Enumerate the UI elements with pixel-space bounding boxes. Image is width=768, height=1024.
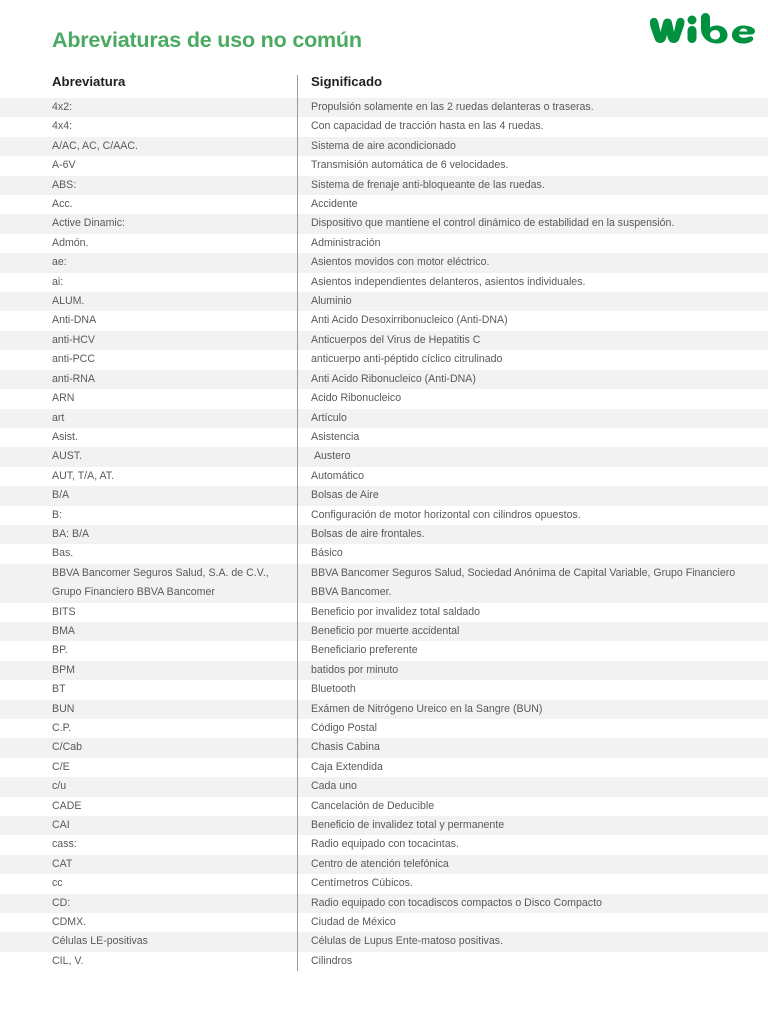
table-row <box>0 409 768 428</box>
cell-abbreviation: C.P. <box>52 722 72 734</box>
cell-abbreviation: BITS <box>52 605 76 618</box>
cell-meaning: BBVA Bancomer Seguros Salud, Sociedad Anónima de Capital Variable, Grupo Financiero BBVA Bancomer. <box>311 566 739 599</box>
cell-abbreviation: AUT, T/A, AT. <box>52 469 115 482</box>
cell-meaning: Caja Extendida <box>311 760 383 773</box>
table-row <box>0 913 768 932</box>
cell-meaning: Aluminio <box>311 295 352 308</box>
cell-meaning: Beneficio por invalidez total saldado <box>311 605 481 618</box>
cell-meaning: Propulsión solamente en las 2 ruedas delanteras o traseras. <box>311 101 594 113</box>
table-row <box>0 506 768 525</box>
table-row <box>0 932 768 951</box>
table-row <box>0 894 768 913</box>
cell-meaning: Chasis Cabina <box>311 741 380 754</box>
table-row <box>0 738 768 757</box>
cell-meaning: Anti Acido Desoxirribonucleico (Anti-DNA) <box>311 314 508 327</box>
cell-abbreviation: CADE <box>52 799 82 812</box>
cell-meaning: Básico <box>311 547 343 560</box>
cell-abbreviation: BBVA Bancomer Seguros Salud, S.A. de C.V., Grupo Financiero BBVA Bancomer <box>52 566 272 599</box>
cell-abbreviation: BPM <box>52 663 75 676</box>
cell-meaning: Asientos movidos con motor eléctrico. <box>311 256 490 269</box>
cell-abbreviation: 4x2: <box>52 101 73 113</box>
table-row <box>0 952 768 971</box>
table-row <box>0 292 768 311</box>
table-row <box>0 117 768 136</box>
table-row <box>0 428 768 447</box>
cell-abbreviation: AUST. <box>52 450 83 463</box>
table-row <box>0 603 768 622</box>
cell-meaning: Exámen de Nitrógeno Ureico en la Sangre (BUN) <box>311 702 543 715</box>
cell-meaning: Administración <box>311 236 381 249</box>
cell-abbreviation: Bas. <box>52 547 74 560</box>
table-row <box>0 389 768 408</box>
table-row <box>0 525 768 544</box>
cell-meaning: Accidente <box>311 198 358 211</box>
column-header-abbreviation: Abreviatura <box>52 74 126 89</box>
cell-meaning: Código Postal <box>311 722 377 734</box>
cell-abbreviation: BUN <box>52 702 75 715</box>
cell-meaning: Centro de atención telefónica <box>311 857 449 870</box>
cell-abbreviation: CD: <box>52 896 71 909</box>
cell-meaning: Con capacidad de tracción hasta en las 4 ruedas. <box>311 120 544 133</box>
cell-abbreviation: CIL, V. <box>52 954 84 967</box>
cell-abbreviation: BP. <box>52 644 68 657</box>
cell-meaning: Acido Ribonucleico <box>311 392 402 405</box>
cell-meaning: batidos por minuto <box>311 663 399 676</box>
cell-abbreviation: ai: <box>52 275 64 288</box>
table-row <box>0 855 768 874</box>
cell-abbreviation: anti-HCV <box>52 333 95 346</box>
cell-abbreviation: ABS: <box>52 178 77 191</box>
table-row <box>0 350 768 369</box>
cell-abbreviation: ae: <box>52 256 67 269</box>
abbreviations-table <box>0 66 768 971</box>
table-row <box>0 622 768 641</box>
table-row <box>0 700 768 719</box>
cell-abbreviation: A/AC, AC, C/AAC. <box>52 139 138 152</box>
cell-meaning: Beneficio de invalidez total y permanente <box>311 819 505 832</box>
table-row <box>0 758 768 777</box>
table-row <box>0 564 768 603</box>
table-header-row <box>0 66 768 98</box>
cell-meaning: Beneficio por muerte accidental <box>311 624 460 637</box>
cell-meaning: Configuración de motor horizontal con cilindros opuestos. <box>311 508 581 521</box>
table-row <box>0 98 768 117</box>
table-row <box>0 370 768 389</box>
cell-abbreviation: ARN <box>52 392 75 405</box>
table-row <box>0 447 768 466</box>
cell-meaning: Sistema de frenaje anti-bloqueante de las ruedas. <box>311 178 545 191</box>
cell-meaning: Dispositivo que mantiene el control dinámico de estabilidad en la suspensión. <box>311 217 675 230</box>
table-row <box>0 273 768 292</box>
cell-abbreviation: BMA <box>52 624 75 637</box>
table-body <box>0 98 768 971</box>
cell-meaning: Células de Lupus Ente-matoso positivas. <box>311 935 503 948</box>
cell-meaning: Cada uno <box>311 780 357 793</box>
column-divider <box>297 75 298 971</box>
table-row <box>0 680 768 699</box>
cell-abbreviation: Admón. <box>52 236 89 249</box>
bottom-spacer <box>0 971 768 979</box>
page-title: Abreviaturas de uso no común <box>52 28 362 52</box>
cell-abbreviation: cc <box>52 877 63 890</box>
table-row <box>0 777 768 796</box>
cell-abbreviation: c/u <box>52 780 67 793</box>
cell-abbreviation: C/E <box>52 760 70 773</box>
table-row <box>0 874 768 893</box>
cell-meaning: Sistema de aire acondicionado <box>311 139 456 152</box>
cell-meaning: Bolsas de Aire <box>311 489 379 502</box>
cell-abbreviation: anti-RNA <box>52 372 95 385</box>
cell-abbreviation: C/Cab <box>52 741 83 754</box>
cell-meaning: Artículo <box>311 411 347 424</box>
cell-meaning: anticuerpo anti-péptido cíclico citrulinado <box>311 353 503 366</box>
cell-meaning: Asientos independientes delanteros, asientos individuales. <box>311 275 586 288</box>
table-row <box>0 195 768 214</box>
wibe-logo <box>648 12 756 46</box>
cell-meaning: Bolsas de aire frontales. <box>311 527 425 540</box>
table-row <box>0 486 768 505</box>
cell-meaning: Centímetros Cúbicos. <box>311 877 413 890</box>
table-row <box>0 641 768 660</box>
table-row <box>0 544 768 563</box>
table-row <box>0 331 768 350</box>
cell-abbreviation: cass: <box>52 838 77 851</box>
cell-abbreviation: BT <box>52 683 66 696</box>
cell-meaning: Asistencia <box>311 430 360 443</box>
cell-abbreviation: B/A <box>52 489 70 502</box>
cell-abbreviation: A-6V <box>52 159 76 172</box>
cell-meaning: Radio equipado con tocadiscos compactos o Disco Compacto <box>311 896 602 909</box>
table-row <box>0 176 768 195</box>
table-row <box>0 253 768 272</box>
cell-meaning: Austero <box>311 450 351 463</box>
cell-meaning: Transmisión automática de 6 velocidades. <box>311 159 509 172</box>
cell-meaning: Cilindros <box>311 954 353 967</box>
table-row <box>0 816 768 835</box>
cell-abbreviation: 4x4: <box>52 120 73 133</box>
table-row <box>0 214 768 233</box>
cell-meaning: Ciudad de México <box>311 916 396 929</box>
page-header <box>0 0 768 66</box>
table-row <box>0 835 768 854</box>
cell-meaning: Anticuerpos del Virus de Hepatitis C <box>311 333 481 346</box>
cell-meaning: Cancelación de Deducible <box>311 799 435 812</box>
cell-abbreviation: Acc. <box>52 198 73 211</box>
cell-meaning: Bluetooth <box>311 683 356 696</box>
cell-abbreviation: CAI <box>52 819 70 832</box>
table-row <box>0 467 768 486</box>
cell-abbreviation: CAT <box>52 857 73 870</box>
table-row <box>0 234 768 253</box>
table-row <box>0 311 768 330</box>
table-row <box>0 661 768 680</box>
cell-meaning: Anti Acido Ribonucleico (Anti-DNA) <box>311 372 476 385</box>
cell-abbreviation: Células LE-positivas <box>52 935 148 948</box>
table-row <box>0 137 768 156</box>
table-row <box>0 156 768 175</box>
column-header-meaning: Significado <box>311 74 383 89</box>
cell-meaning: Radio equipado con tocacintas. <box>311 838 459 851</box>
cell-meaning: Beneficiario preferente <box>311 644 418 657</box>
cell-abbreviation: BA: B/A <box>52 527 90 540</box>
table-row <box>0 797 768 816</box>
cell-abbreviation: ALUM. <box>52 295 85 308</box>
cell-abbreviation: Anti-DNA <box>52 314 97 327</box>
cell-meaning: Automático <box>311 469 364 482</box>
cell-abbreviation: art <box>52 411 65 424</box>
cell-abbreviation: anti-PCC <box>52 353 95 366</box>
cell-abbreviation: CDMX. <box>52 916 87 929</box>
cell-abbreviation: Asist. <box>52 430 78 443</box>
cell-abbreviation: Active Dinamic: <box>52 217 125 230</box>
table-row <box>0 719 768 738</box>
cell-abbreviation: B: <box>52 508 63 521</box>
